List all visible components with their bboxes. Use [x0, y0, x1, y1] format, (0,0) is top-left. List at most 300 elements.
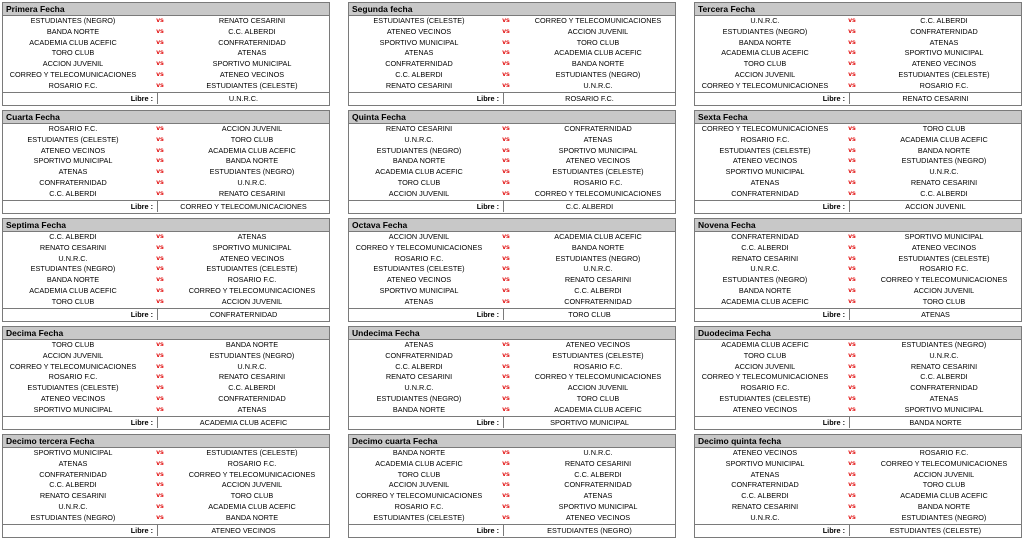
away-team: ATENEO VECINOS: [565, 340, 631, 349]
match-row: [3, 362, 329, 373]
vs-label: vs: [502, 233, 510, 240]
vs-label: vs: [502, 168, 510, 176]
fixture-title: Octava Fecha: [349, 219, 675, 232]
match-row: [349, 16, 675, 27]
away-team: ROSARIO F.C.: [919, 80, 969, 90]
vs-label: vs: [502, 265, 510, 273]
home-team: CORREO Y TELECOMUNICACIONES: [701, 80, 829, 90]
vs-label: vs: [848, 178, 856, 186]
home-team: ATENEO VECINOS: [732, 156, 798, 166]
libre-team: CORREO Y TELECOMUNICACIONES: [180, 201, 307, 211]
home-team: CONFRATERNIDAD: [39, 469, 107, 479]
vs-label: vs: [848, 60, 856, 68]
home-team: ATENEO VECINOS: [386, 26, 452, 36]
vs-label: vs: [848, 394, 856, 402]
away-team: SPORTIVO MUNICIPAL: [904, 48, 984, 58]
vs-label: vs: [848, 492, 856, 500]
libre-label: Libre :: [476, 201, 499, 211]
away-team: ACADEMIA CLUB ACEFIC: [208, 145, 296, 155]
away-team: C.C. ALBERDI: [920, 372, 968, 382]
fixture-title: Sexta Fecha: [695, 111, 1021, 124]
match-row: [3, 372, 329, 383]
match-row: [349, 448, 675, 459]
vs-label: vs: [848, 233, 856, 240]
libre-row: [3, 200, 329, 212]
vs-label: vs: [502, 254, 510, 262]
away-team: C.C. ALBERDI: [574, 285, 622, 295]
away-team: ESTUDIANTES (CELESTE): [206, 80, 298, 90]
match-row: [349, 156, 675, 167]
home-team: SPORTIVO MUNICIPAL: [33, 156, 113, 166]
vs-label: vs: [156, 135, 164, 143]
home-team: ESTUDIANTES (NEGRO): [30, 16, 116, 25]
vs-label: vs: [156, 449, 164, 456]
home-team: TORO CLUB: [397, 177, 441, 187]
match-row: [695, 372, 1021, 383]
match-row: [695, 16, 1021, 27]
fixture-card: [2, 218, 330, 322]
libre-team: ESTUDIANTES (NEGRO): [547, 525, 632, 535]
vs-label: vs: [502, 276, 510, 284]
match-row: [349, 48, 675, 59]
fixture-card: [348, 218, 676, 322]
libre-label: Libre :: [130, 525, 153, 535]
libre-row: [695, 416, 1021, 428]
vs-label: vs: [502, 341, 510, 348]
match-row: [3, 124, 329, 135]
libre-team: U.N.R.C.: [228, 93, 259, 103]
away-team: CONFRATERNIDAD: [910, 383, 978, 393]
home-team: RENATO CESARINI: [39, 491, 107, 501]
away-team: ACADEMIA CLUB ACEFIC: [208, 501, 296, 511]
vs-label: vs: [156, 513, 164, 521]
vs-label: vs: [848, 513, 856, 521]
match-row: [349, 59, 675, 70]
away-team: ESTUDIANTES (CELESTE): [552, 350, 644, 360]
match-row: [3, 243, 329, 254]
libre-row: [349, 92, 675, 104]
vs-label: vs: [848, 481, 856, 489]
away-team: BANDA NORTE: [917, 501, 971, 511]
vs-label: vs: [156, 297, 164, 305]
vs-label: vs: [848, 459, 856, 467]
home-team: BANDA NORTE: [46, 275, 100, 285]
away-team: CONFRATERNIDAD: [910, 26, 978, 36]
match-row: [695, 480, 1021, 491]
fixture-card: [348, 434, 676, 538]
match-row: [695, 362, 1021, 373]
away-team: ATENEO VECINOS: [565, 512, 631, 522]
home-team: SPORTIVO MUNICIPAL: [725, 458, 805, 468]
away-team: ACADEMIA CLUB ACEFIC: [900, 134, 988, 144]
home-team: CONFRATERNIDAD: [731, 232, 799, 241]
match-row: [349, 491, 675, 502]
away-team: CONFRATERNIDAD: [218, 37, 286, 47]
vs-label: vs: [502, 492, 510, 500]
vs-label: vs: [502, 49, 510, 57]
home-team: C.C. ALBERDI: [49, 188, 97, 198]
match-row: [349, 167, 675, 178]
vs-label: vs: [502, 178, 510, 186]
match-row: [695, 243, 1021, 254]
home-team: ESTUDIANTES (NEGRO): [376, 145, 462, 155]
home-team: ESTUDIANTES (CELESTE): [373, 16, 465, 25]
away-team: TORO CLUB: [922, 296, 966, 306]
match-row: [349, 502, 675, 513]
vs-label: vs: [156, 351, 164, 359]
away-team: CONFRATERNIDAD: [564, 124, 632, 133]
libre-row: [3, 416, 329, 428]
match-row: [3, 491, 329, 502]
libre-label: Libre :: [822, 93, 845, 103]
home-team: ATENAS: [58, 458, 88, 468]
vs-label: vs: [502, 362, 510, 370]
away-team: BANDA NORTE: [225, 512, 279, 522]
match-row: [3, 405, 329, 416]
away-team: ACCION JUVENIL: [221, 296, 283, 306]
match-row: [349, 70, 675, 81]
vs-label: vs: [156, 125, 164, 132]
vs-label: vs: [502, 135, 510, 143]
vs-label: vs: [156, 384, 164, 392]
away-team: ATENAS: [929, 393, 959, 403]
fixture-card: [2, 110, 330, 214]
home-team: BANDA NORTE: [392, 156, 446, 166]
away-team: ACCION JUVENIL: [913, 469, 975, 479]
match-row: [3, 70, 329, 81]
away-team: CONFRATERNIDAD: [564, 480, 632, 490]
match-row: [349, 480, 675, 491]
away-team: ACADEMIA CLUB ACEFIC: [900, 491, 988, 501]
match-row: [695, 275, 1021, 286]
away-team: ESTUDIANTES (NEGRO): [901, 340, 987, 349]
away-team: ROSARIO F.C.: [919, 448, 969, 457]
home-team: ACCION JUVENIL: [388, 480, 450, 490]
home-team: ATENAS: [750, 469, 780, 479]
away-team: ROSARIO F.C.: [919, 264, 969, 274]
match-row: [695, 27, 1021, 38]
away-team: CORREO Y TELECOMUNICACIONES: [880, 458, 1008, 468]
match-row: [695, 459, 1021, 470]
vs-label: vs: [848, 17, 856, 24]
libre-row: [3, 92, 329, 104]
home-team: ESTUDIANTES (NEGRO): [722, 26, 808, 36]
vs-label: vs: [156, 168, 164, 176]
away-team: ESTUDIANTES (CELESTE): [898, 253, 990, 263]
vs-label: vs: [156, 243, 164, 251]
match-row: [349, 264, 675, 275]
vs-label: vs: [848, 297, 856, 305]
away-team: C.C. ALBERDI: [920, 188, 968, 198]
vs-label: vs: [848, 49, 856, 57]
vs-label: vs: [156, 70, 164, 78]
match-row: [695, 491, 1021, 502]
libre-label: Libre :: [130, 93, 153, 103]
home-team: BANDA NORTE: [392, 404, 446, 414]
vs-label: vs: [502, 373, 510, 381]
libre-row: [695, 308, 1021, 320]
away-team: ESTUDIANTES (NEGRO): [209, 350, 295, 360]
libre-team: SPORTIVO MUNICIPAL: [550, 417, 629, 427]
away-team: SPORTIVO MUNICIPAL: [904, 232, 984, 241]
vs-label: vs: [502, 146, 510, 154]
vs-label: vs: [502, 351, 510, 359]
match-row: [695, 264, 1021, 275]
vs-label: vs: [502, 384, 510, 392]
match-row: [3, 81, 329, 92]
home-team: CONFRATERNIDAD: [731, 188, 799, 198]
fixture-card: [348, 2, 676, 106]
home-team: CORREO Y TELECOMUNICACIONES: [701, 372, 829, 382]
match-row: [349, 362, 675, 373]
away-team: TORO CLUB: [576, 393, 620, 403]
libre-row: [695, 92, 1021, 104]
away-team: U.N.R.C.: [583, 448, 613, 457]
home-team: ESTUDIANTES (NEGRO): [722, 275, 808, 285]
home-team: U.N.R.C.: [58, 501, 88, 511]
vs-label: vs: [156, 286, 164, 294]
vs-label: vs: [502, 27, 510, 35]
home-team: SPORTIVO MUNICIPAL: [379, 285, 459, 295]
libre-team: ESTUDIANTES (CELESTE): [889, 525, 982, 535]
away-team: ESTUDIANTES (CELESTE): [206, 264, 298, 274]
away-team: TORO CLUB: [576, 37, 620, 47]
match-row: [349, 27, 675, 38]
home-team: TORO CLUB: [51, 296, 95, 306]
home-team: C.C. ALBERDI: [49, 480, 97, 490]
home-team: TORO CLUB: [743, 59, 787, 69]
vs-label: vs: [848, 449, 856, 456]
fixture-card: [694, 110, 1022, 214]
away-team: TORO CLUB: [230, 134, 274, 144]
fixture-card: [694, 2, 1022, 106]
away-team: C.C. ALBERDI: [228, 26, 276, 36]
home-team: U.N.R.C.: [404, 383, 434, 393]
match-row: [695, 448, 1021, 459]
fixture-card: [694, 326, 1022, 430]
match-row: [3, 459, 329, 470]
libre-label: Libre :: [822, 201, 845, 211]
away-team: BANDA NORTE: [571, 59, 625, 69]
vs-label: vs: [502, 513, 510, 521]
home-team: ACADEMIA CLUB ACEFIC: [375, 167, 463, 177]
match-row: [349, 254, 675, 265]
vs-label: vs: [156, 157, 164, 165]
match-row: [3, 189, 329, 200]
home-team: ROSARIO F.C.: [48, 372, 98, 382]
vs-label: vs: [848, 373, 856, 381]
away-team: CORREO Y TELECOMUNICACIONES: [188, 469, 316, 479]
match-row: [695, 394, 1021, 405]
home-team: RENATO CESARINI: [385, 372, 453, 382]
match-row: [3, 27, 329, 38]
home-team: ESTUDIANTES (CELESTE): [373, 264, 465, 274]
away-team: CORREO Y TELECOMUNICACIONES: [534, 372, 662, 382]
fixture-title: Decimo quinta fecha: [695, 435, 1021, 448]
away-team: RENATO CESARINI: [564, 458, 632, 468]
libre-label: Libre :: [476, 417, 499, 427]
match-row: [3, 167, 329, 178]
match-row: [695, 178, 1021, 189]
vs-label: vs: [502, 70, 510, 78]
match-row: [3, 480, 329, 491]
vs-label: vs: [156, 341, 164, 348]
match-row: [349, 394, 675, 405]
home-team: C.C. ALBERDI: [741, 491, 789, 501]
home-team: TORO CLUB: [51, 340, 95, 349]
home-team: ACADEMIA CLUB ACEFIC: [375, 458, 463, 468]
away-team: ATENEO VECINOS: [911, 59, 977, 69]
vs-label: vs: [156, 459, 164, 467]
vs-label: vs: [156, 492, 164, 500]
fixture-title: Primera Fecha: [3, 3, 329, 16]
vs-label: vs: [502, 502, 510, 510]
home-team: ATENAS: [58, 167, 88, 177]
match-row: [3, 59, 329, 70]
match-row: [3, 383, 329, 394]
home-team: ATENAS: [404, 296, 434, 306]
home-team: ACCION JUVENIL: [734, 69, 796, 79]
away-team: ACADEMIA CLUB ACEFIC: [554, 404, 642, 414]
away-team: ATENAS: [929, 37, 959, 47]
match-row: [695, 124, 1021, 135]
home-team: ACADEMIA CLUB ACEFIC: [721, 48, 809, 58]
match-row: [3, 232, 329, 243]
vs-label: vs: [848, 135, 856, 143]
match-row: [349, 135, 675, 146]
vs-label: vs: [156, 146, 164, 154]
home-team: C.C. ALBERDI: [49, 232, 97, 241]
home-team: ATENEO VECINOS: [386, 275, 452, 285]
match-row: [3, 264, 329, 275]
away-team: ESTUDIANTES (NEGRO): [901, 156, 987, 166]
home-team: ACCION JUVENIL: [388, 232, 450, 241]
home-team: SPORTIVO MUNICIPAL: [33, 404, 113, 414]
away-team: CORREO Y TELECOMUNICACIONES: [534, 188, 662, 198]
match-row: [3, 340, 329, 351]
away-team: ACADEMIA CLUB ACEFIC: [554, 48, 642, 58]
vs-label: vs: [156, 405, 164, 413]
away-team: C.C. ALBERDI: [920, 16, 968, 25]
home-team: ROSARIO F.C.: [48, 80, 98, 90]
vs-label: vs: [848, 168, 856, 176]
match-row: [3, 394, 329, 405]
libre-row: [3, 308, 329, 320]
libre-label: Libre :: [822, 417, 845, 427]
vs-label: vs: [156, 233, 164, 240]
away-team: ATENEO VECINOS: [911, 242, 977, 252]
home-team: CONFRATERNIDAD: [39, 177, 107, 187]
vs-label: vs: [848, 189, 856, 197]
away-team: RENATO CESARINI: [218, 16, 286, 25]
home-team: CONFRATERNIDAD: [731, 480, 799, 490]
away-team: SPORTIVO MUNICIPAL: [212, 242, 292, 252]
match-row: [349, 470, 675, 481]
vs-label: vs: [156, 60, 164, 68]
home-team: RENATO CESARINI: [39, 242, 107, 252]
match-row: [3, 156, 329, 167]
vs-label: vs: [502, 459, 510, 467]
home-team: ATENEO VECINOS: [732, 448, 798, 457]
vs-label: vs: [848, 125, 856, 132]
fixture-title: Undecima Fecha: [349, 327, 675, 340]
vs-label: vs: [156, 394, 164, 402]
vs-label: vs: [502, 449, 510, 456]
libre-label: Libre :: [822, 525, 845, 535]
away-team: U.N.R.C.: [929, 350, 959, 360]
match-row: [349, 232, 675, 243]
match-row: [695, 59, 1021, 70]
match-row: [349, 383, 675, 394]
libre-label: Libre :: [822, 309, 845, 319]
away-team: ACCION JUVENIL: [913, 285, 975, 295]
vs-label: vs: [848, 384, 856, 392]
vs-label: vs: [156, 27, 164, 35]
match-row: [3, 297, 329, 308]
match-row: [3, 16, 329, 27]
vs-label: vs: [156, 276, 164, 284]
away-team: CORREO Y TELECOMUNICACIONES: [188, 285, 316, 295]
libre-label: Libre :: [476, 93, 499, 103]
match-row: [349, 146, 675, 157]
fixture-title: Tercera Fecha: [695, 3, 1021, 16]
match-row: [349, 38, 675, 49]
away-team: SPORTIVO MUNICIPAL: [558, 145, 638, 155]
away-team: RENATO CESARINI: [910, 177, 978, 187]
home-team: BANDA NORTE: [738, 37, 792, 47]
home-team: BANDA NORTE: [738, 285, 792, 295]
away-team: ATENAS: [583, 491, 613, 501]
match-row: [349, 459, 675, 470]
home-team: ROSARIO F.C.: [740, 383, 790, 393]
home-team: ESTUDIANTES (CELESTE): [27, 134, 119, 144]
home-team: BANDA NORTE: [392, 448, 446, 457]
away-team: ACADEMIA CLUB ACEFIC: [554, 232, 642, 241]
home-team: CONFRATERNIDAD: [385, 350, 453, 360]
libre-team: C.C. ALBERDI: [565, 201, 614, 211]
away-team: U.N.R.C.: [237, 177, 267, 187]
away-team: ACCION JUVENIL: [221, 124, 283, 133]
away-team: U.N.R.C.: [237, 361, 267, 371]
vs-label: vs: [156, 265, 164, 273]
vs-label: vs: [502, 405, 510, 413]
libre-team: ATENAS: [921, 309, 950, 319]
vs-label: vs: [156, 49, 164, 57]
home-team: ACCION JUVENIL: [42, 59, 104, 69]
home-team: U.N.R.C.: [404, 134, 434, 144]
vs-label: vs: [848, 265, 856, 273]
vs-label: vs: [848, 341, 856, 348]
match-row: [695, 286, 1021, 297]
libre-label: Libre :: [130, 201, 153, 211]
match-row: [3, 48, 329, 59]
away-team: CONFRATERNIDAD: [218, 393, 286, 403]
fixture-card: [694, 218, 1022, 322]
match-row: [695, 254, 1021, 265]
vs-label: vs: [502, 157, 510, 165]
match-row: [3, 351, 329, 362]
match-row: [349, 81, 675, 92]
away-team: ACCION JUVENIL: [221, 480, 283, 490]
libre-team: TORO CLUB: [568, 309, 611, 319]
home-team: CONFRATERNIDAD: [385, 59, 453, 69]
away-team: ROSARIO F.C.: [573, 177, 623, 187]
libre-row: [349, 308, 675, 320]
fixture-title: Decima Fecha: [3, 327, 329, 340]
fixture-title: Segunda fecha: [349, 3, 675, 16]
home-team: SPORTIVO MUNICIPAL: [379, 37, 459, 47]
fixture-title: Quinta Fecha: [349, 111, 675, 124]
